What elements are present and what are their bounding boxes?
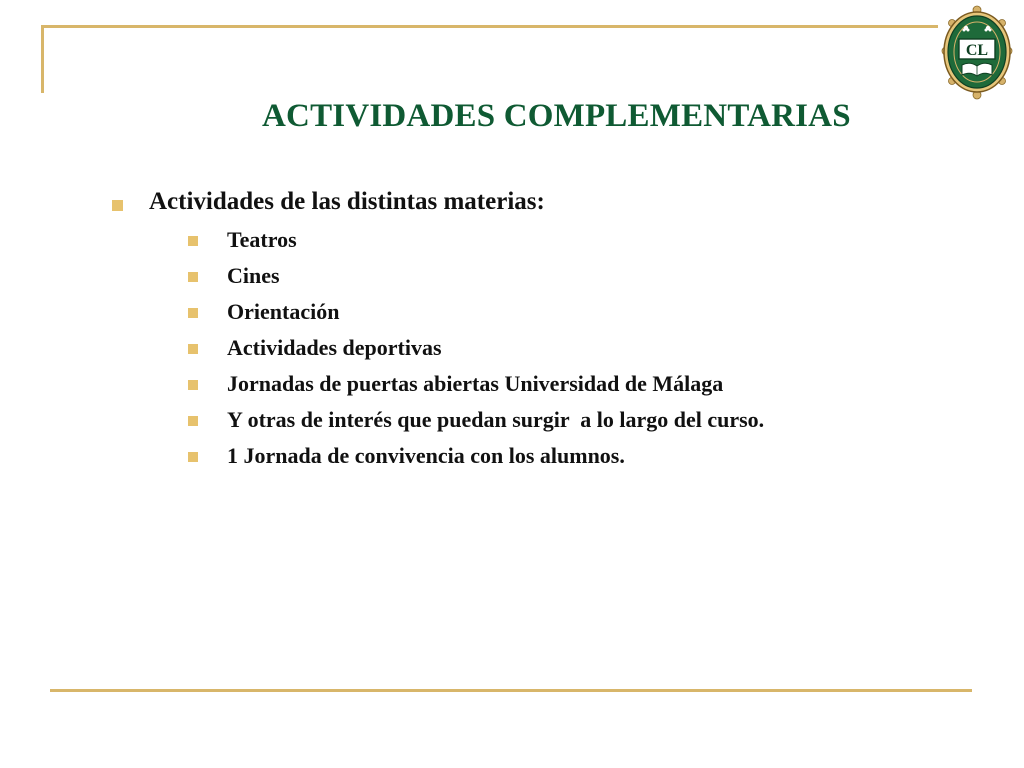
list-item: Jornadas de puertas abiertas Universidad de Málaga <box>227 371 724 396</box>
slide-title: ACTIVIDADES COMPLEMENTARIAS <box>262 98 851 134</box>
list-item: Actividades deportivas <box>227 335 442 360</box>
bullet-icon <box>188 236 198 246</box>
school-crest-logo <box>934 3 1020 103</box>
bullet-icon <box>188 272 198 282</box>
bullet-icon <box>188 380 198 390</box>
logo-text: CL <box>965 42 989 59</box>
top-horizontal-rule <box>41 25 938 28</box>
bullet-icon <box>112 200 123 211</box>
list-item: Teatros <box>227 227 297 252</box>
list-item: Y otras de interés que puedan surgir a lo largo del curso. <box>227 407 765 432</box>
left-vertical-rule <box>41 25 44 93</box>
bottom-horizontal-rule <box>50 689 972 692</box>
list-item: Cines <box>227 263 280 288</box>
main-heading: Actividades de las distintas materias: <box>149 188 545 215</box>
list-item: 1 Jornada de convivencia con los alumnos. <box>227 443 625 468</box>
list-item: Orientación <box>227 299 340 324</box>
bullet-icon <box>188 344 198 354</box>
bullet-icon <box>188 416 198 426</box>
bullet-icon <box>188 308 198 318</box>
bullet-icon <box>188 452 198 462</box>
